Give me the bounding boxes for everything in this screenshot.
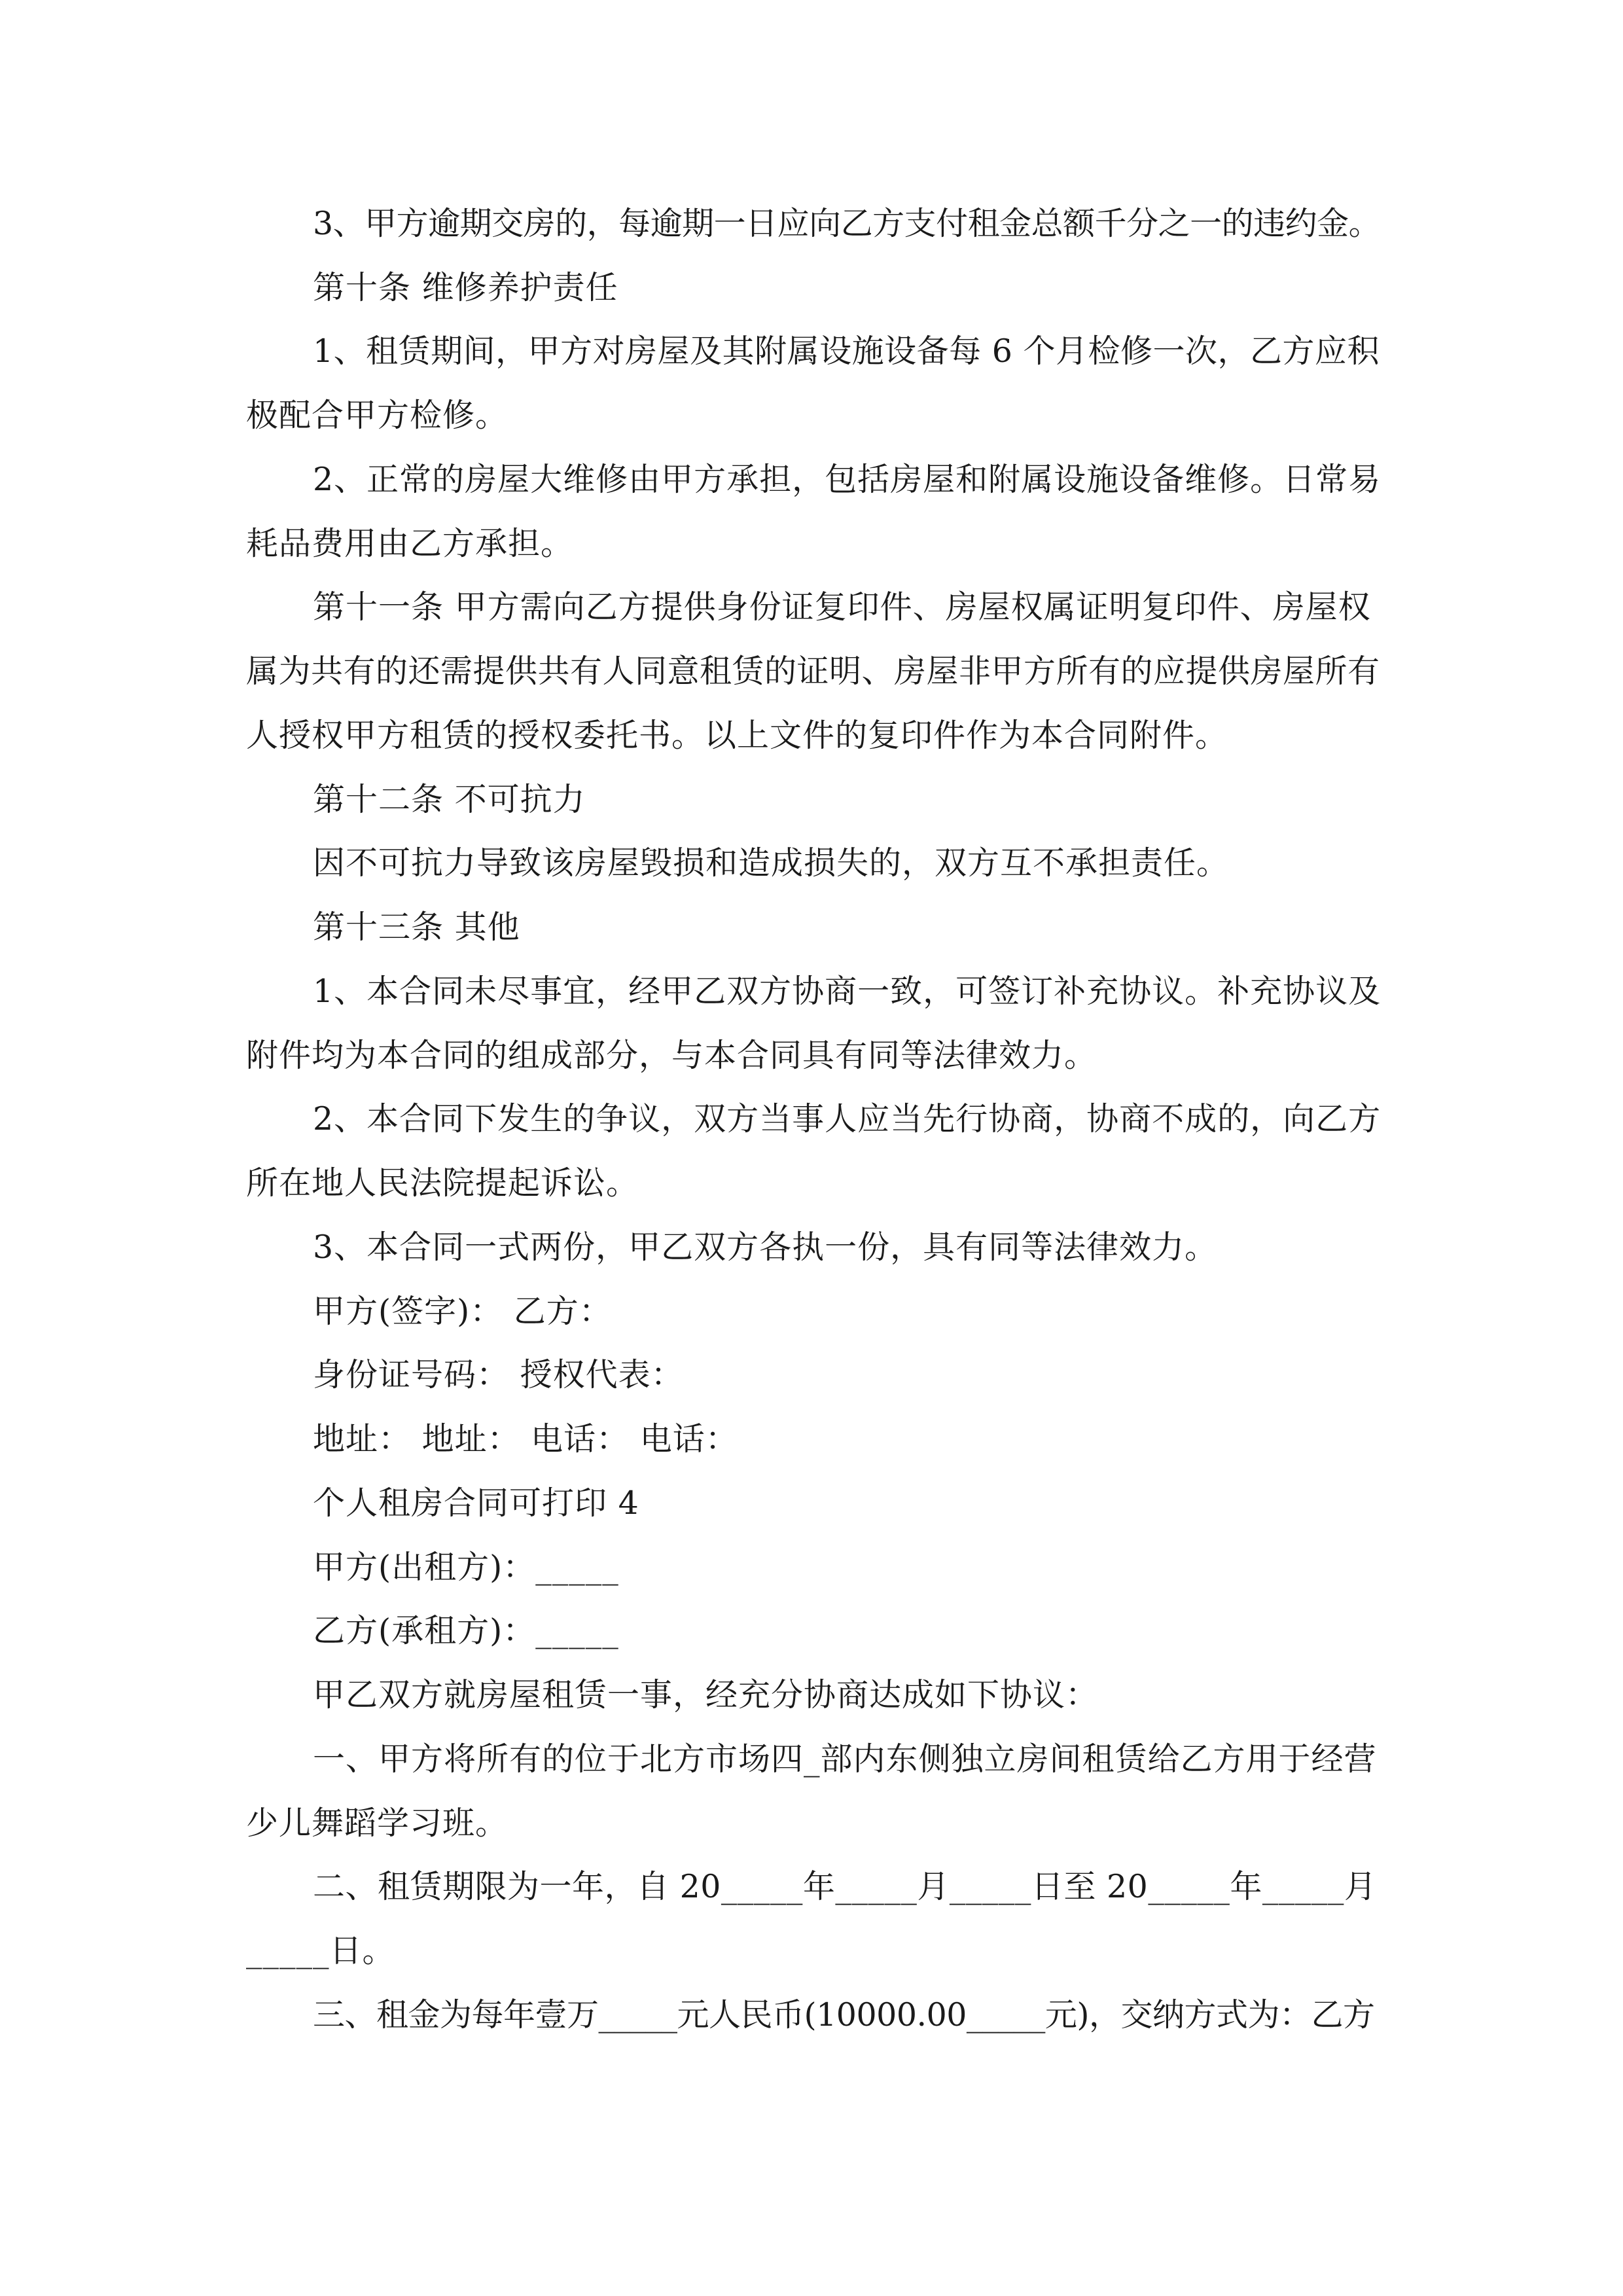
text-line: 所在地人民法院提起诉讼。 — [246, 1164, 639, 1202]
text-line: 三、租金为每年壹万_____元人民币(10000.00_____元)，交纳方式为：乙方 — [313, 1996, 1375, 2034]
text-line: 甲乙双方就房屋租赁一事，经充分协商达成如下协议： — [313, 1676, 1099, 1713]
text-line: 3、本合同一式两份，甲乙双方各执一份，具有同等法律效力。 — [313, 1229, 1218, 1266]
text-line: 人授权甲方租赁的授权委托书。以上文件的复印件作为本合同附件。 — [246, 717, 1228, 754]
section-heading: 第十条 维修养护责任 — [313, 269, 618, 306]
text-line: 2、正常的房屋大维修由甲方承担，包括房屋和附属设施设备维修。日常易 — [313, 461, 1382, 498]
text-line: _____日。 — [246, 1932, 395, 1969]
party-line: 乙方(承租方)：_____ — [313, 1612, 619, 1649]
text-line: 二、租赁期限为一年，自 20_____年_____月_____日至 20_____年_____月 — [313, 1868, 1377, 1905]
text-line: 3、甲方逾期交房的，每逾期一日应向乙方支付租金总额千分之一的违约金。 — [313, 205, 1381, 242]
document-title: 个人租房合同可打印 4 — [313, 1484, 639, 1522]
text-line: 因不可抗力导致该房屋毁损和造成损失的，双方互不承担责任。 — [313, 844, 1230, 882]
text-line: 2、本合同下发生的争议，双方当事人应当先行协商，协商不成的，向乙方 — [313, 1100, 1382, 1138]
section-heading: 第十二条 不可抗力 — [313, 781, 586, 818]
text-line: 附件均为本合同的组成部分，与本合同具有同等法律效力。 — [246, 1037, 1097, 1074]
text-line: 1、本合同未尽事宜，经甲乙双方协商一致，可签订补充协议。补充协议及 — [313, 973, 1382, 1010]
party-line: 甲方(出租方)：_____ — [313, 1549, 619, 1586]
text-line: 1、租赁期间，甲方对房屋及其附属设施设备每 6 个月检修一次，乙方应积 — [313, 332, 1380, 370]
signature-line: 身份证号码： 授权代表： — [313, 1356, 684, 1393]
text-line: 极配合甲方检修。 — [246, 397, 508, 434]
text-line: 一、甲方将所有的位于北方市场四_部内东侧独立房间租赁给乙方用于经营 — [313, 1740, 1377, 1778]
text-line: 第十一条 甲方需向乙方提供身份证复印件、房屋权属证明复印件、房屋权 — [313, 588, 1371, 626]
signature-line: 甲方(签字)： 乙方： — [313, 1293, 612, 1330]
signature-line: 地址： 地址： 电话： 电话： — [313, 1420, 738, 1458]
text-line: 属为共有的还需提供共有人同意租赁的证明、房屋非甲方所有的应提供房屋所有 — [246, 653, 1380, 690]
text-line: 耗品费用由乙方承担。 — [246, 525, 574, 562]
section-heading: 第十三条 其他 — [313, 908, 520, 946]
text-line: 少儿舞蹈学习班。 — [246, 1804, 508, 1842]
